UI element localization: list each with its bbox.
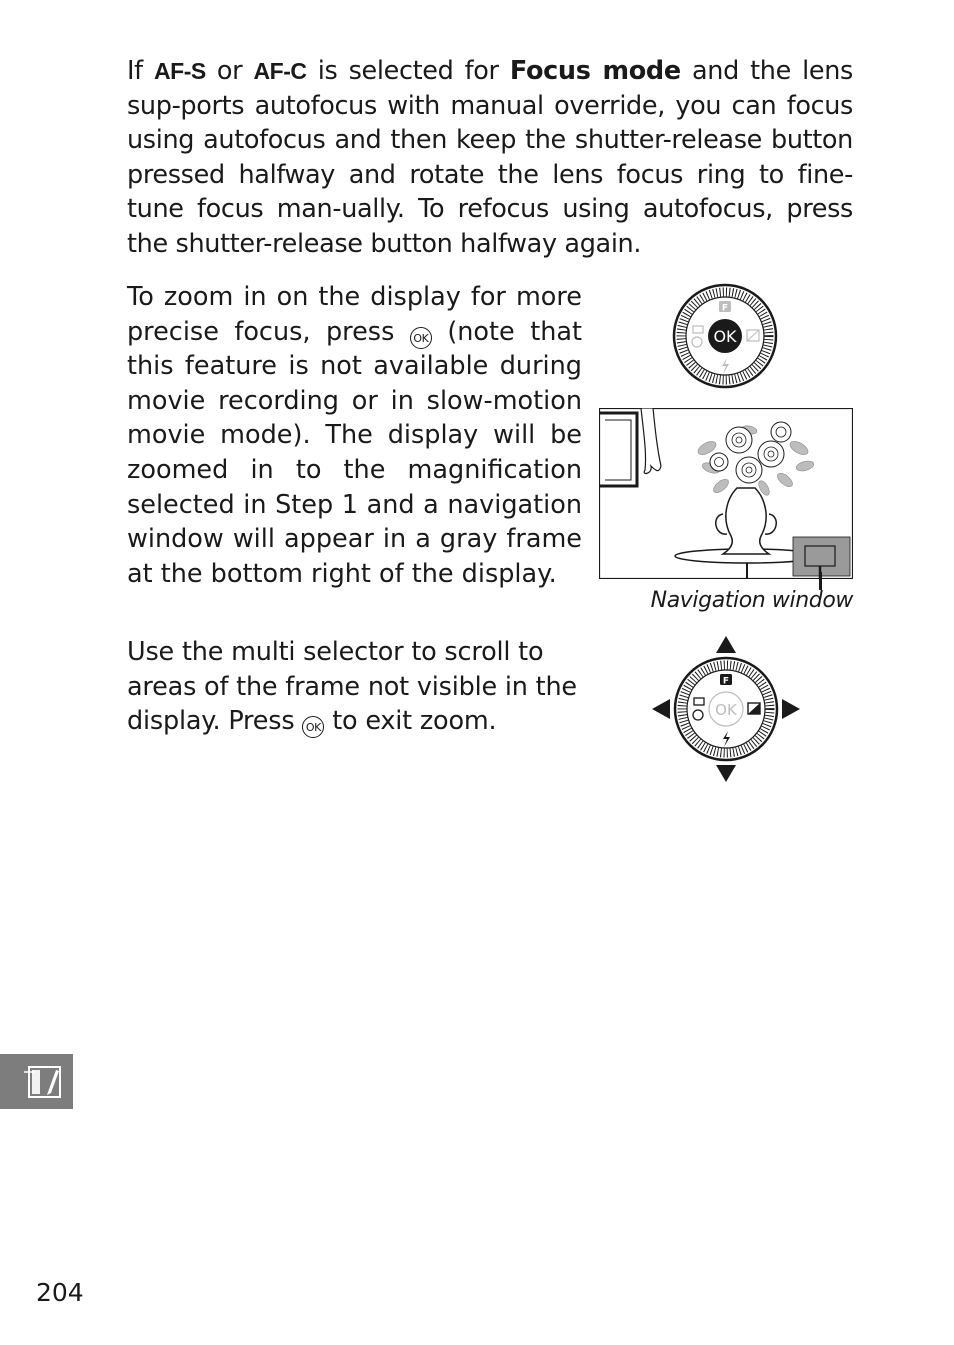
svg-text:OK: OK xyxy=(713,327,737,346)
multi-selector-ok-pressed-illustration xyxy=(672,283,778,389)
focus-mode-icon xyxy=(719,301,731,314)
paragraph-scroll xyxy=(127,635,582,739)
ok-button-icon: OK xyxy=(302,716,324,738)
text-span: Use the multi selector to scroll to areas of the frame not visible in the display. Press xyxy=(127,637,577,737)
text-span: If xyxy=(127,56,155,86)
svg-text:OK: OK xyxy=(715,701,737,719)
arrow-left-icon xyxy=(652,699,670,719)
text-span: or xyxy=(205,56,254,86)
focus-mode-label: Focus mode xyxy=(509,56,681,86)
arrow-right-icon xyxy=(782,699,800,719)
paragraph-zoom-in xyxy=(127,280,582,591)
arrow-up-icon xyxy=(716,636,736,653)
svg-text:F: F xyxy=(721,303,729,314)
text-span: is selected for xyxy=(306,56,510,86)
text-span: (note that this feature is not available during movie recording or in slow-motion movie mode). The display will be zoomed in to the magnification selected in Step 1 and a navigation window will appear in a gray frame at the bottom right of the display. xyxy=(127,316,582,589)
zoomed-display-illustration xyxy=(599,408,853,579)
svg-text:F: F xyxy=(722,676,730,687)
focus-mode-icon xyxy=(720,674,732,687)
navigation-window xyxy=(793,537,850,576)
text-span: To zoom in on the display for more precise focus, press xyxy=(127,282,582,347)
af-s-label: AF-S xyxy=(154,58,206,84)
arrow-down-icon xyxy=(716,765,736,782)
text-span: to exit zoom. xyxy=(324,706,497,737)
multi-selector-scroll-illustration xyxy=(652,636,800,782)
text-span: and the lens sup-ports autofocus with manual override, you can focus using autofocus and then keep the shutter-release button pressed halfway and rotate the lens focus ring to fine-tune focus man-ually. To refocus using autofocus, press the shutter-release button halfway again. xyxy=(127,56,853,259)
section-tab xyxy=(0,1054,73,1109)
ok-button-icon: OK xyxy=(410,327,432,349)
navigation-window-caption: Navigation window xyxy=(650,588,853,613)
af-c-label: AF-C xyxy=(253,58,307,84)
page-number: 204 xyxy=(36,1278,84,1307)
paragraph-manual-override xyxy=(127,54,853,262)
pencil-notes-icon xyxy=(0,1054,73,1109)
